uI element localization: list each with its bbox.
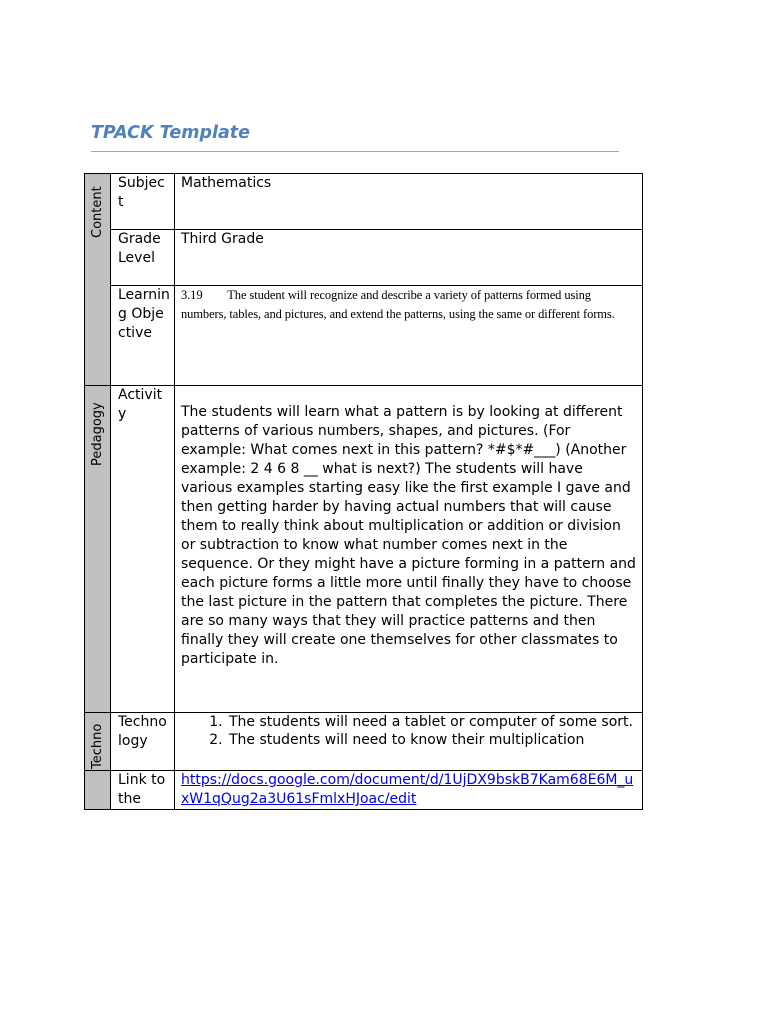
link-section-bar	[84, 770, 111, 810]
activity-label-cell	[110, 385, 175, 713]
pedagogy-section-bar	[84, 385, 111, 713]
technology-section-label: Techno	[90, 723, 105, 769]
document-link[interactable]: https://docs.google.com/document/d/1UjDX9bskB7Kam68E6M_uxW1qQug2a3U61sFmlxHJoac/edit	[181, 772, 634, 807]
objective-value: 3.19 The student will recognize and describe a variety of patterns formed using numbers, tables, and pictures, and extend the patterns, using the same or different forms.	[181, 288, 615, 321]
content-section-label: Content	[90, 186, 105, 238]
technology-item: 2. The students will need to know their multiplication	[227, 731, 642, 749]
technology-value-cell	[174, 712, 643, 771]
grade-label: Grade Level	[118, 231, 161, 266]
activity-description: The students will learn what a pattern is by looking at different patterns of various numbers, shapes, and pictures. (For example: What comes next in this pattern? *#$*#___) (Another example: 2 4 6 8 __ what is next?) The students will have various examples starting easy like the first example I gave and then getting harder by having actual numbers that will cause them to really think about multiplication or addition or division or subtraction to know what number comes next in the sequence. Or they might have a picture forming in a pattern and each picture forms a little more until finally they have to choose the last picture in the pattern that completes the picture. There are so many ways that they will practice patterns and then finally they will create one themselves for other classmates to participate in.	[181, 404, 636, 667]
activity-label: Activity	[118, 387, 163, 422]
document-title: TPACK Template	[91, 123, 251, 143]
content-section-bar	[84, 173, 111, 386]
grade-value: Third Grade	[181, 231, 264, 247]
subject-label-cell	[110, 173, 175, 230]
technology-label-cell	[110, 712, 175, 771]
title-underline	[91, 151, 619, 152]
pedagogy-section-label: Pedagogy	[90, 402, 105, 466]
link-label-cell	[110, 770, 175, 810]
technology-item: 1. The students will need a tablet or computer of some sort.	[227, 713, 642, 731]
subject-value-cell	[174, 173, 643, 230]
technology-list	[175, 713, 642, 749]
technology-label: Technology	[118, 714, 167, 749]
activity-value-cell	[174, 385, 643, 713]
subject-value: Mathematics	[181, 175, 272, 191]
objective-value-cell	[174, 285, 643, 386]
grade-value-cell	[174, 229, 643, 286]
link-value-cell	[174, 770, 643, 810]
objective-label-cell	[110, 285, 175, 386]
technology-section-bar	[84, 712, 111, 771]
link-label: Link to the	[118, 772, 166, 807]
subject-label: Subject	[118, 175, 165, 210]
grade-label-cell	[110, 229, 175, 286]
objective-label: Learning Objective	[118, 287, 170, 341]
